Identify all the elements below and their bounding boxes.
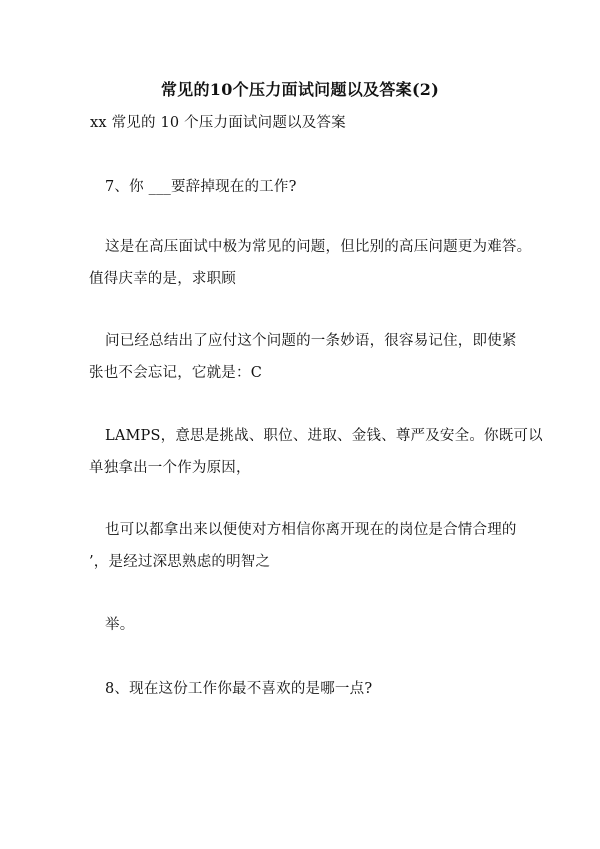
- question-8: 8、现在这份工作你最不喜欢的是哪一点?: [105, 681, 373, 697]
- paragraph-3-line-2: 单独拿出一个作为原因，: [89, 460, 251, 476]
- paragraph-5-line-1: 举。: [105, 617, 135, 633]
- paragraph-2-line-2: 张也不会忘记，它就是：C: [89, 365, 262, 381]
- paragraph-1-line-2: 值得庆幸的是，求职顾: [89, 271, 236, 287]
- document-subtitle: xx 常见的 10 个压力面试问题以及答案: [90, 115, 346, 131]
- paragraph-3-line-1: LAMPS，意思是挑战、职位、进取、金钱、尊严及安全。你既可以: [105, 428, 543, 444]
- paragraph-4-line-2: ’，是经过深思熟虑的明智之: [89, 554, 271, 570]
- paragraph-2-line-1: 问已经总结出了应付这个问题的一条妙语，很容易记住，即使紧: [105, 333, 517, 349]
- paragraph-4-line-1: 也可以都拿出来以便使对方相信你离开现在的岗位是合情合理的: [105, 522, 517, 538]
- paragraph-1-line-1: 这是在高压面试中极为常见的问题，但比别的高压问题更为难答。: [105, 239, 532, 255]
- question-7: 7、你 ___要辞掉现在的工作?: [105, 179, 297, 195]
- document-title: 常见的10个压力面试问题以及答案(2): [160, 80, 440, 99]
